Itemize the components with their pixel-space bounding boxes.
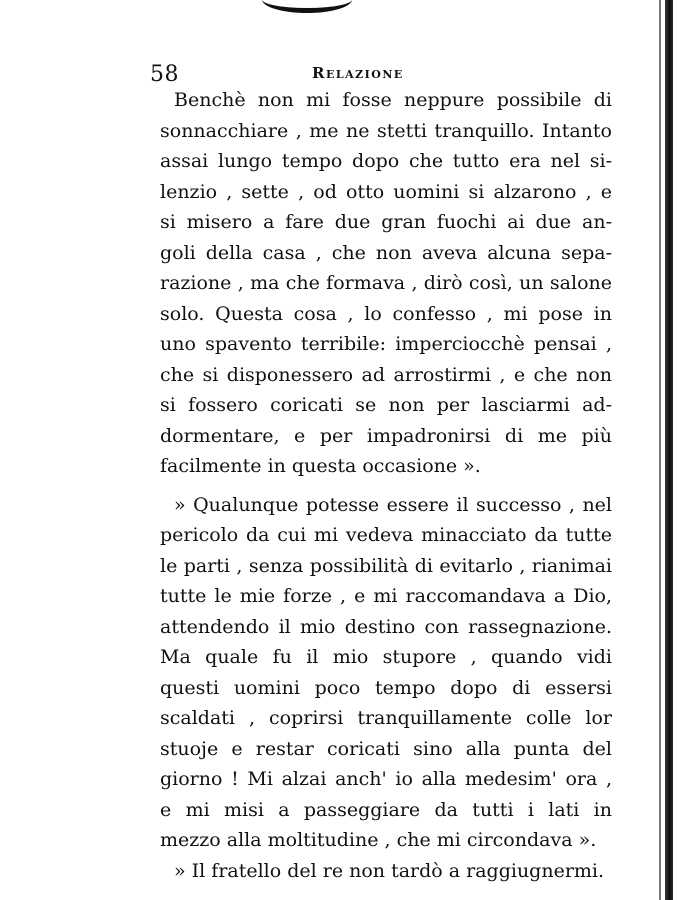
text-line: attendendo il mio destino con rassegnazione.: [160, 615, 612, 638]
text-line: facilmente in questa occasione ».: [160, 455, 481, 477]
text-line: assai lungo tempo dopo che tutto era nel si-: [160, 150, 612, 172]
text-line: sonnacchiare , me ne stetti tranquillo. Intanto: [160, 119, 612, 142]
text-line: pericolo da cui mi vedeva minacciato da tutte: [160, 524, 612, 546]
running-head: Relazione: [312, 64, 404, 82]
text-line: mezzo alla moltitudine , che mi circondava ».: [160, 829, 597, 851]
page-number: 58: [150, 62, 179, 87]
text-line: solo. Questa cosa , lo confesso , mi pose in: [160, 302, 612, 325]
text-line: dormentare, e per impadronirsi di me più: [160, 424, 612, 447]
text-line: Benchè non mi fosse neppure possibile di: [174, 89, 612, 111]
text-line: scaldati , coprirsi tranquillamente colle lor: [160, 707, 612, 729]
text-line: che si disponessero ad arrostirmi , e che non: [160, 363, 612, 386]
text-line: » Il fratello del re non tardò a raggiugnermi.: [174, 859, 605, 882]
text-line: Ma quale fu il mio stupore , quando vidi: [160, 646, 612, 668]
text-line: questi uomini poco tempo dopo di essersi: [160, 676, 612, 699]
text-line: e mi misi a passeggiare da tutti i lati in: [160, 798, 612, 821]
text-line: lenzio , sette , od otto uomini si alzarono , e: [160, 180, 612, 203]
page-edge-line: [659, 0, 661, 900]
text-line: goli della casa , che non aveva alcuna sepa-: [160, 241, 612, 264]
text-line: stuoje e restar coricati sino alla punta del: [160, 737, 612, 760]
book-spine-edge: [665, 0, 673, 900]
text-line: si fossero coricati se non per lasciarmi ad-: [160, 394, 612, 416]
text-line: giorno ! Mi alzai anch' io alla medesim' ora ,: [160, 768, 612, 790]
text-line: uno spavento terribile: imperciocchè pensai ,: [160, 333, 612, 355]
text-line: » Qualunque potesse essere il successo , nel: [174, 493, 612, 516]
text-line: razione , ma che formava , dirò così, un salone: [160, 272, 612, 294]
body-text: [160, 85, 612, 886]
text-line: si misero a fare due gran fuochi ai due an-: [160, 211, 612, 233]
text-line: le parti , senza possibilità di evitarlo , rianimai: [160, 554, 612, 577]
page-top-ornament: [262, 0, 352, 13]
text-line: tutte le mie forze , e mi raccomandava a Dio,: [160, 585, 612, 607]
